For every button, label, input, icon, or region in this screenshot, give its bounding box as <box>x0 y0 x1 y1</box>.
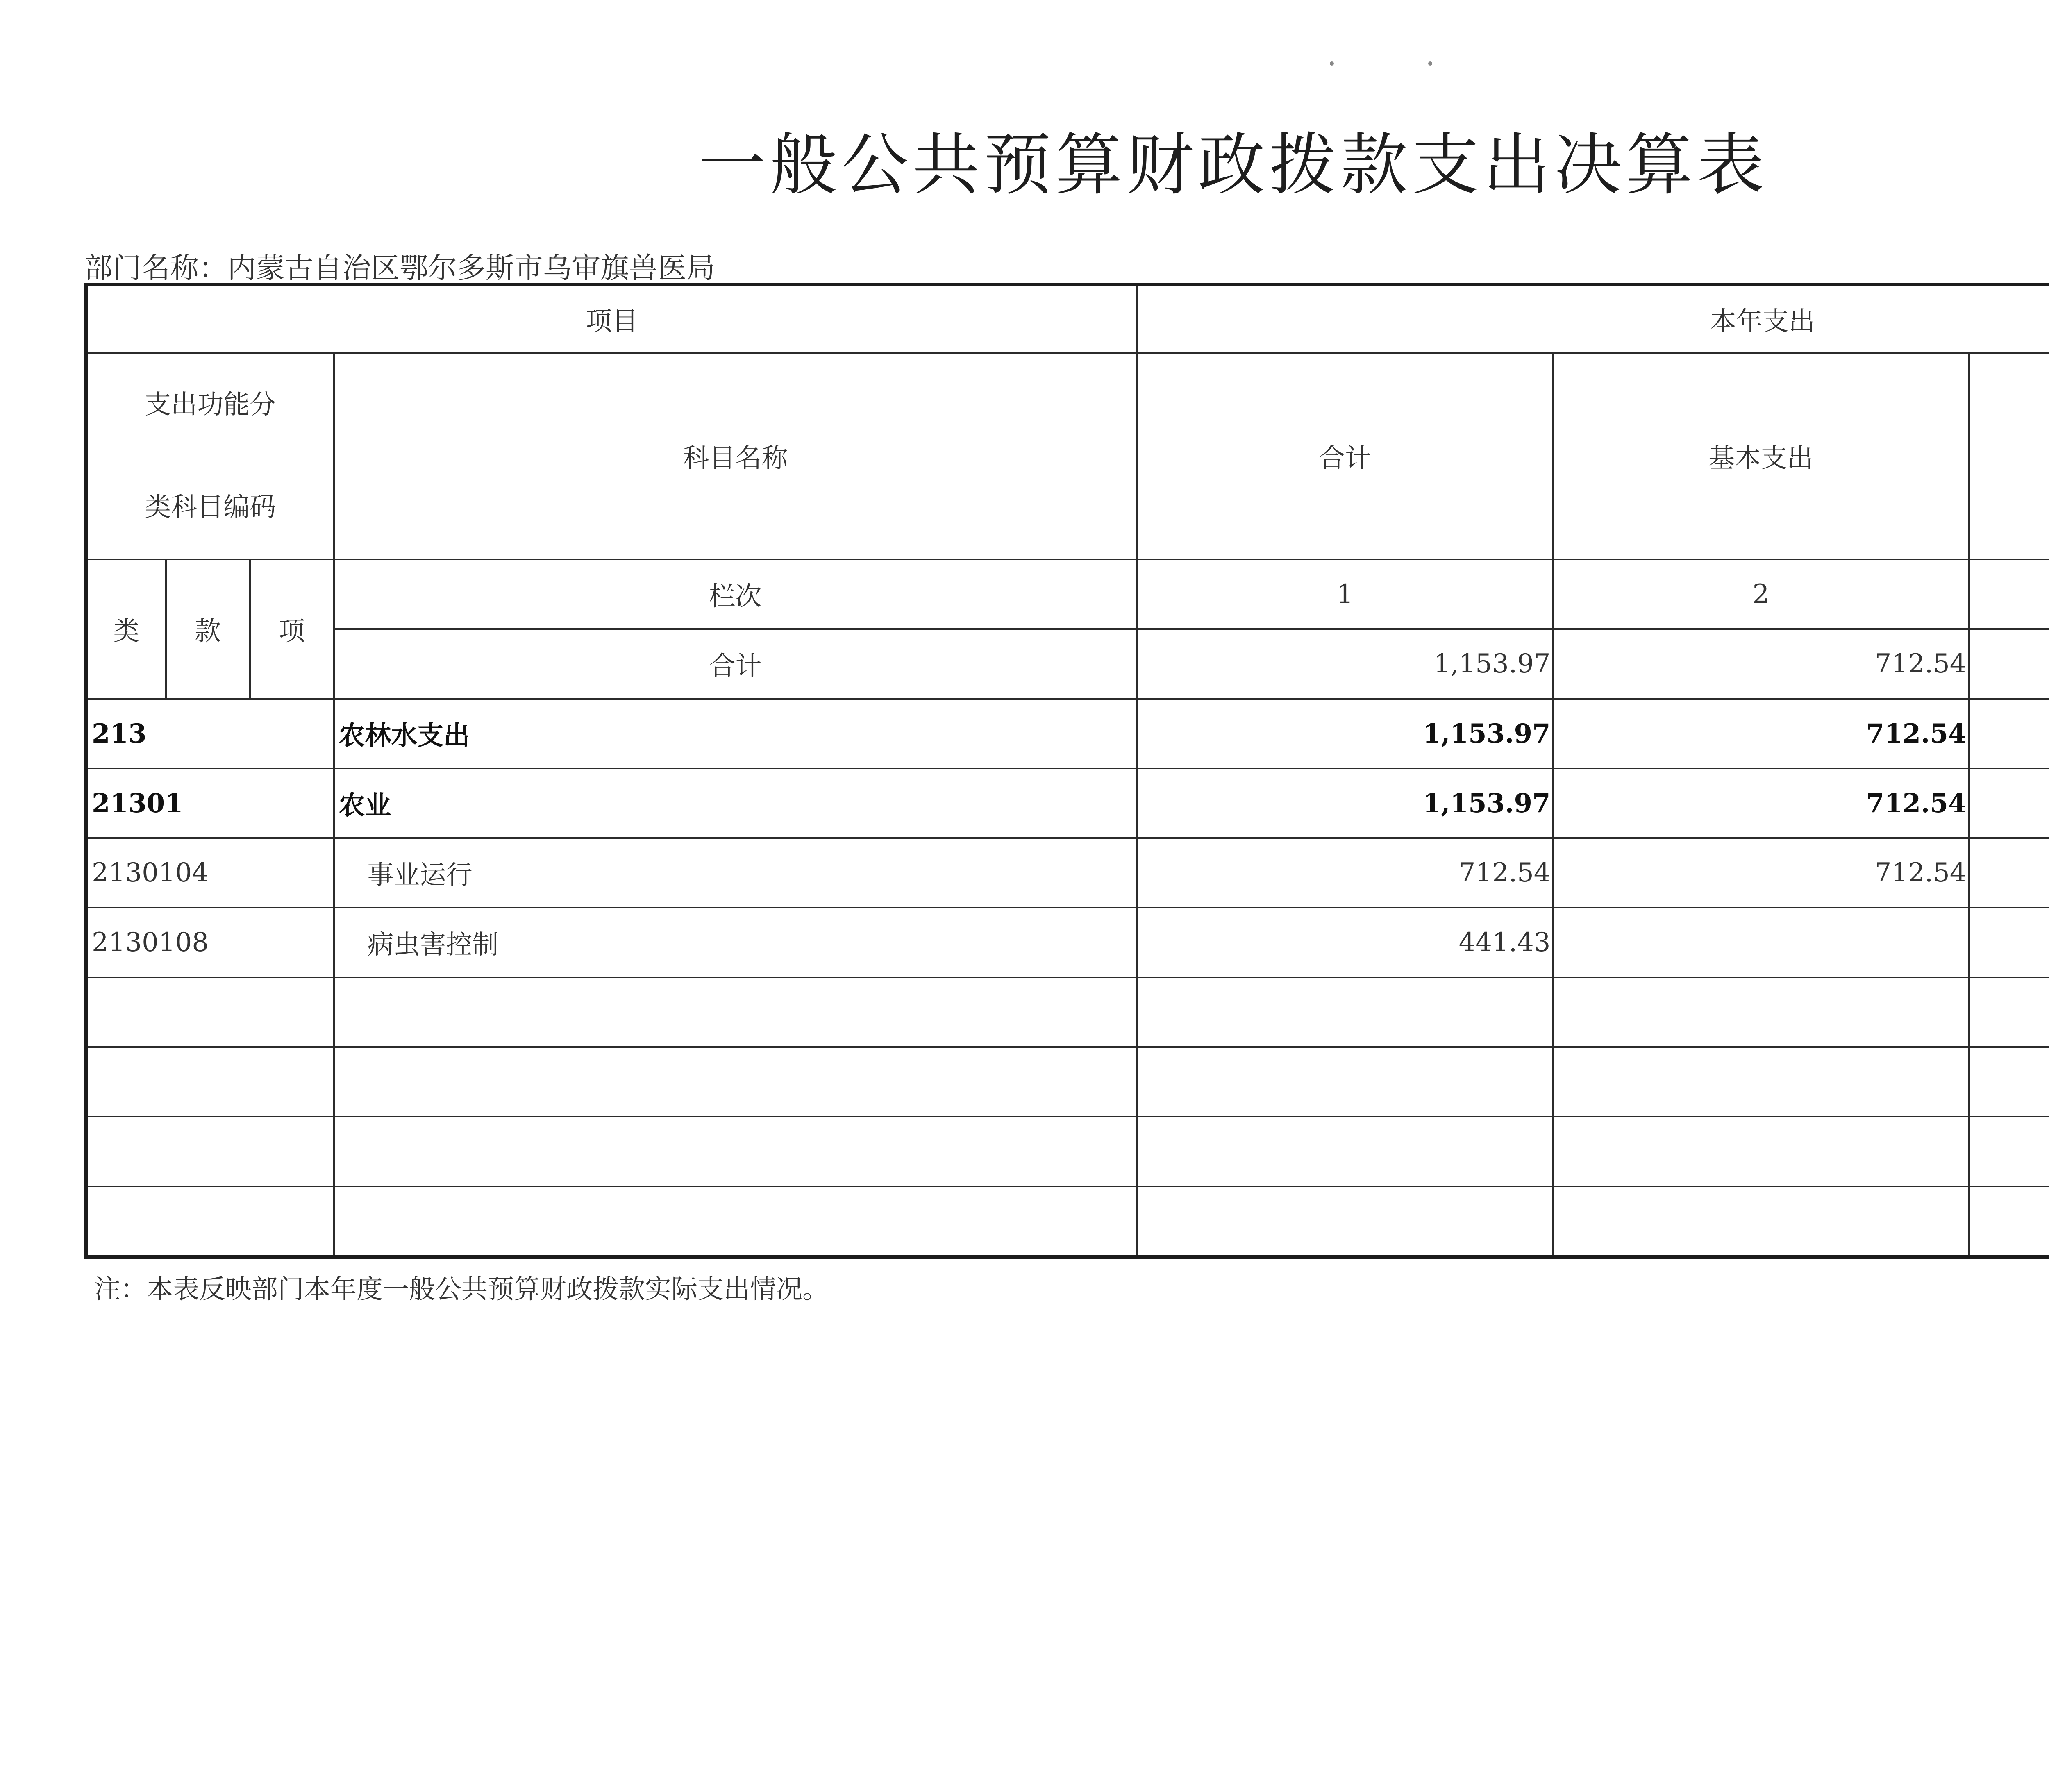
footnote: 注：本表反映部门本年度一般公共预算财政拨款实际支出情况。 <box>94 1274 829 1305</box>
empty-cell <box>86 1047 334 1117</box>
header-xiang: 项 <box>250 559 334 699</box>
header-current-year: 本年支出 <box>1137 285 2049 353</box>
row-project <box>1969 838 2049 908</box>
empty-row <box>86 1186 2049 1257</box>
header-project <box>1969 353 2049 559</box>
header-kuan: 款 <box>166 559 250 699</box>
empty-cell <box>334 1186 1137 1257</box>
column-number-2: 2 <box>1553 559 1969 629</box>
table-row <box>86 699 2049 768</box>
row-subject: 农林水支出 <box>334 699 1137 768</box>
row-basic: 712.54 <box>1553 699 1969 768</box>
row-project <box>1969 908 2049 977</box>
empty-cell <box>86 1186 334 1257</box>
table-row <box>86 908 2049 977</box>
column-number-1: 1 <box>1137 559 1553 629</box>
empty-cell <box>86 1117 334 1186</box>
sub-header-row <box>86 353 2049 559</box>
row-code: 21301 <box>86 768 334 838</box>
empty-cell <box>1969 1117 2049 1186</box>
empty-cell <box>1969 1186 2049 1257</box>
total-label: 合计 <box>334 629 1137 699</box>
total-amount: 1,153.97 <box>1137 629 1553 699</box>
empty-cell <box>334 1117 1137 1186</box>
empty-cell <box>1553 1117 1969 1186</box>
header-lei: 类 <box>86 559 166 699</box>
empty-row <box>86 1047 2049 1117</box>
row-code: 2130104 <box>86 838 334 908</box>
empty-cell <box>334 977 1137 1047</box>
column-number-label: 栏次 <box>334 559 1137 629</box>
empty-cell <box>1553 1047 1969 1117</box>
empty-cell <box>1553 977 1969 1047</box>
row-total: 1,153.97 <box>1137 699 1553 768</box>
row-code: 213 <box>86 699 334 768</box>
empty-cell <box>1969 1047 2049 1117</box>
row-project <box>1969 699 2049 768</box>
column-number-3 <box>1969 559 2049 629</box>
code-label-line-2: 类科目编码 <box>145 492 276 522</box>
row-subject: 病虫害控制 <box>334 908 1137 977</box>
empty-cell <box>334 1047 1137 1117</box>
basic-amount: 712.54 <box>1553 629 1969 699</box>
empty-cell <box>1137 977 1553 1047</box>
row-total: 1,153.97 <box>1137 768 1553 838</box>
header-basic: 基本支出 <box>1553 353 1969 559</box>
page-title: 一般公共预算财政拨款支出决算表 <box>698 126 1768 204</box>
project-amount <box>1969 629 2049 699</box>
header-code-label <box>86 353 334 559</box>
header-row <box>86 285 2049 353</box>
empty-row <box>86 1117 2049 1186</box>
row-code: 2130108 <box>86 908 334 977</box>
header-item: 项目 <box>86 285 1137 353</box>
table-row <box>86 768 2049 838</box>
empty-cell <box>1137 1186 1553 1257</box>
row-total: 712.54 <box>1137 838 1553 908</box>
department-name: 部门名称：内蒙古自治区鄂尔多斯市乌审旗兽医局 <box>84 251 715 285</box>
empty-cell <box>1969 977 2049 1047</box>
code-label-line-1: 支出功能分 <box>145 390 276 420</box>
row-project <box>1969 768 2049 838</box>
empty-cell <box>1137 1117 1553 1186</box>
scan-speck <box>1428 61 1432 66</box>
header-total: 合计 <box>1137 353 1553 559</box>
row-total: 441.43 <box>1137 908 1553 977</box>
column-number-row <box>86 559 2049 629</box>
row-subject: 事业运行 <box>334 838 1137 908</box>
scan-speck <box>1330 61 1334 66</box>
row-basic <box>1553 908 1969 977</box>
empty-cell <box>1137 1047 1553 1117</box>
row-basic: 712.54 <box>1553 838 1969 908</box>
budget-table <box>84 283 2049 1259</box>
empty-cell <box>1553 1186 1969 1257</box>
row-subject: 农业 <box>334 768 1137 838</box>
header-subject-name: 科目名称 <box>334 353 1137 559</box>
empty-cell <box>86 977 334 1047</box>
total-row <box>86 629 2049 699</box>
row-basic: 712.54 <box>1553 768 1969 838</box>
table-row <box>86 838 2049 908</box>
empty-row <box>86 977 2049 1047</box>
